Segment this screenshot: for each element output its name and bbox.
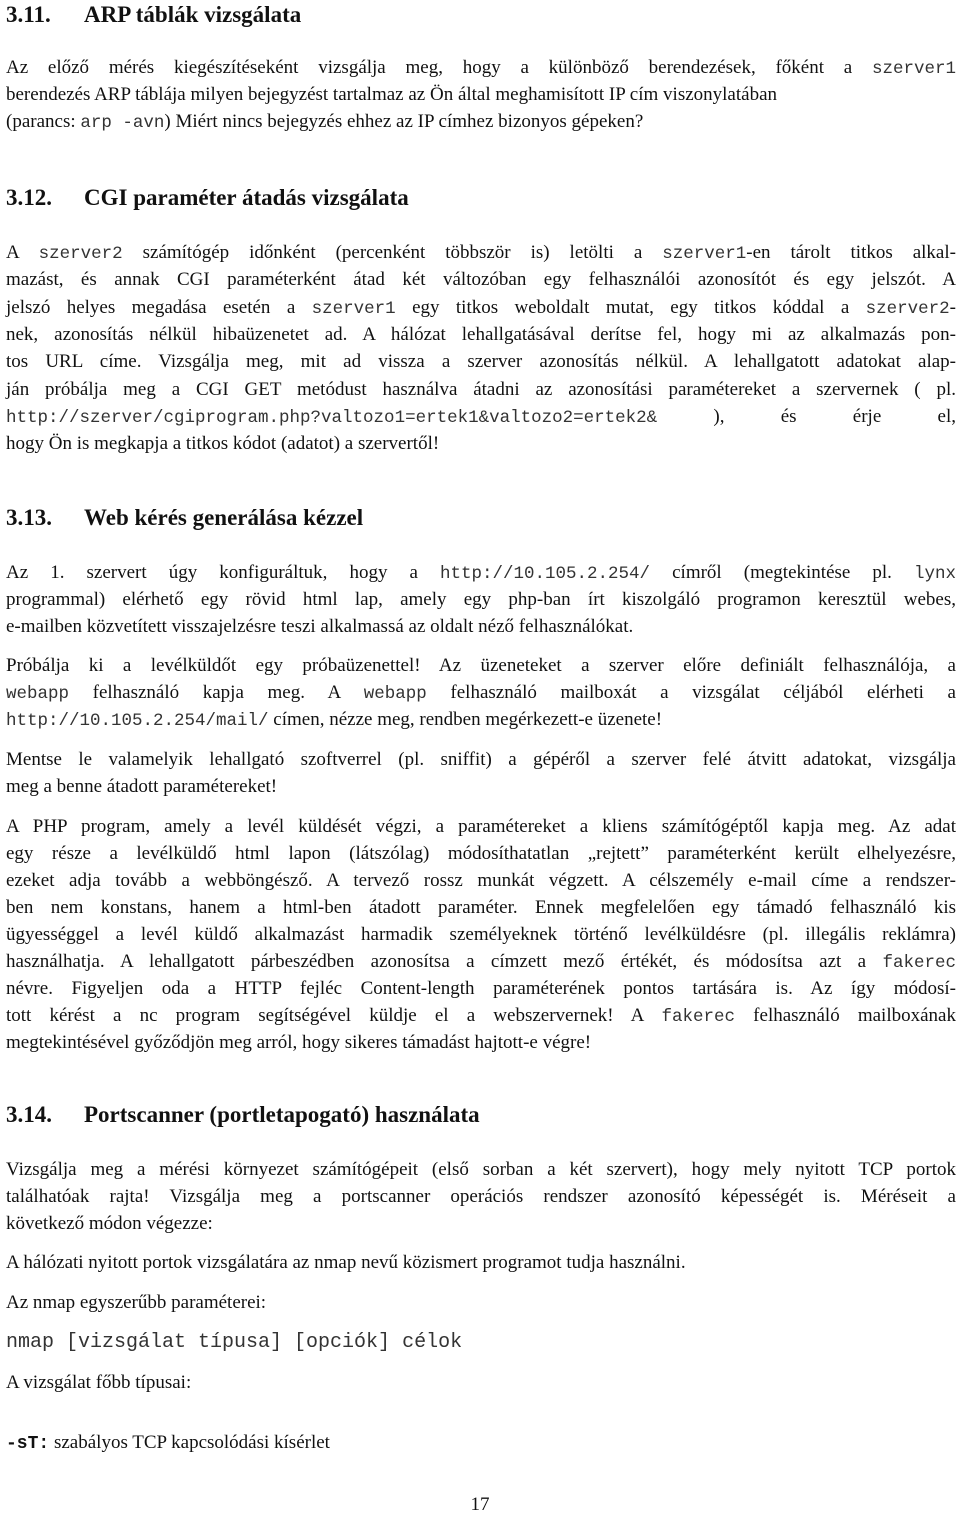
code-literal: szerver1 xyxy=(311,298,396,319)
code-literal: szerver2 xyxy=(38,244,123,264)
section-heading xyxy=(6,183,409,213)
text-line xyxy=(6,868,956,894)
text-line xyxy=(6,1030,591,1056)
text-run: következő módon végezze: xyxy=(6,1213,213,1234)
text-run: ) Miért nincs bejegyzés ehhez az IP címhez bizonyos gépeken? xyxy=(164,111,644,132)
option-description: szabályos TCP kapcsolódási kísérlet xyxy=(49,1432,330,1453)
page-number: 17 xyxy=(470,1494,490,1515)
code-literal: webapp xyxy=(363,684,427,704)
text-run: címről (megtekintése pl. xyxy=(650,562,914,583)
code-literal: http://10.105.2.254/mail/ xyxy=(6,711,269,731)
text-run: ben nem konstans, hanem a html-ben átadott paraméter. Ennek megfelelően egy támadó felhasználó kis xyxy=(6,897,956,918)
text-run: mazást, és annak CGI paraméterként átad két változóban egy felhasználói azonosítót és egy jelszót. A xyxy=(6,269,956,291)
code-literal: http://10.105.2.254/ xyxy=(440,564,651,584)
code-literal: lynx xyxy=(913,564,956,584)
section-heading xyxy=(6,1100,480,1130)
code-literal: szerver1 xyxy=(662,244,747,264)
text-line xyxy=(6,680,956,707)
text-run: A xyxy=(6,242,39,263)
text-run: e-mailben közvetített visszajelzésre teszi alkalmassá az oldalt néző felhasználókat. xyxy=(6,616,634,637)
text-run: Mentse le valamelyik lehallgató szoftverrel (pl. sniffit) a gépéről a szerver felé átvitt adatokat, vizsgálja xyxy=(6,749,956,770)
code-literal: webapp xyxy=(6,684,70,704)
code-literal: http://szerver/cgiprogram.php?valtozo1=ertek1&valtozo2=ertek2& xyxy=(6,407,658,428)
text-run: -en tárolt titkos alkal- xyxy=(746,242,956,263)
text-line xyxy=(6,431,439,457)
text-run: A PHP program, amely a levél küldését végzi, a paramétereket a kliens számítógéptől kapja meg. Az adat xyxy=(6,816,956,837)
text-run: felhasználó mailboxát a vizsgálat céljából elérheti a xyxy=(426,682,956,703)
text-line xyxy=(6,922,956,948)
text-line xyxy=(6,976,956,1002)
text-run: Az 1. szervert úgy konfiguráltuk, hogy a xyxy=(6,562,441,583)
text-line xyxy=(6,841,956,867)
command-syntax: nmap [vizsgálat típusa] [opciók] célok xyxy=(6,1331,463,1354)
code-literal: szerver2 xyxy=(865,298,950,319)
section-heading xyxy=(6,503,363,533)
section-title: CGI paraméter átadás vizsgálata xyxy=(84,185,409,210)
text-line xyxy=(6,1157,956,1183)
text-line xyxy=(6,814,956,840)
option-flag: -sT: xyxy=(6,1434,50,1454)
text-run: berendezés ARP táblája milyen bejegyzést tartalmaz az Ön által meghamisított IP cím viszonylatában xyxy=(6,84,778,105)
text-run: jelszó helyes megadása esetén a xyxy=(6,296,312,318)
text-line xyxy=(6,1184,956,1210)
text-run: egy része a levélküldő html lapon (látszólag) módosíthatatlan „rejtett” paraméterként került elhelyezésre, xyxy=(6,843,956,864)
section-heading xyxy=(6,0,301,30)
text-line xyxy=(6,614,633,640)
text-run: programmal) elérhető egy rövid html lap, amely egy php-ban írt kiszolgáló programon keresztül webes, xyxy=(6,589,956,610)
text-line xyxy=(6,322,956,348)
text-line xyxy=(6,349,956,375)
text-line xyxy=(6,895,956,921)
text-run: Próbálja ki a levélküldőt egy próbaüzenettel! Az üzeneteket a szerver előre definiált felhasználója, a xyxy=(6,655,956,676)
paragraph: Az nmap egyszerűbb paraméterei: xyxy=(6,1292,267,1313)
text-line xyxy=(6,747,956,773)
text-run: Vizsgálja meg a mérési környezet számítógépeit (első sorban a két szervert), hogy mely nyitott TCP portok xyxy=(6,1159,956,1180)
text-run: találhatóak rajta! Vizsgálja meg a portscanner operációs rendszer azonosító képességét is. Méréseit a xyxy=(6,1186,956,1207)
option-item xyxy=(6,1430,330,1457)
section-title: Web kérés generálása kézzel xyxy=(84,505,364,530)
text-line xyxy=(6,587,956,613)
paragraph: A hálózati nyitott portok vizsgálatára az nmap nevű közismert programot tudja használni. xyxy=(6,1252,686,1273)
text-line xyxy=(6,55,956,82)
text-run: használhatja. A lehallgatott párbeszédben azonosítsa a címzett mező értékét, és módosítsa azt a xyxy=(6,951,883,972)
section-number: 3.13. xyxy=(6,505,52,530)
text-run: ján próbálja meg a CGI GET metódust használva átadni az azonosítási paramétereket a szervernek ( pl. xyxy=(6,378,956,400)
text-run: - xyxy=(949,296,956,318)
code-literal: arp -avn xyxy=(80,113,165,133)
section-number: 3.12. xyxy=(6,185,52,210)
text-line xyxy=(6,653,956,679)
text-line xyxy=(6,774,277,800)
text-run: nek, azonosítás nélkül hibaüzenetet ad. A hálózat lehallgatásával derítse fel, hogy mi az alkalmazás pon- xyxy=(6,323,956,345)
text-run: egy titkos weboldalt mutat, egy titkos kóddal a xyxy=(395,296,866,318)
text-run: felhasználó mailboxának xyxy=(735,1005,956,1026)
text-line xyxy=(6,1003,956,1030)
paragraph: A vizsgálat főbb típusai: xyxy=(6,1372,192,1393)
text-run: ezeket adja tovább a webböngésző. A tervező rossz munkát végzett. A célszemély e-mail címe a rendszer- xyxy=(6,870,956,891)
text-line xyxy=(6,267,956,293)
text-run: felhasználó kapja meg. A xyxy=(69,682,364,703)
text-run: meg a benne átadott paramétereket! xyxy=(6,776,278,797)
section-number: 3.14. xyxy=(6,1102,52,1127)
text-line xyxy=(6,404,956,431)
text-run: megtekintésével győződjön meg arról, hogy sikeres támadást hajtott-e végre! xyxy=(6,1032,592,1053)
text-line xyxy=(6,109,643,136)
section-title: ARP táblák vizsgálata xyxy=(84,2,302,27)
text-run: ), és érje el, xyxy=(657,405,956,427)
text-line xyxy=(6,707,662,734)
text-run: Az előző mérés kiegészítéseként vizsgálja meg, hogy a különböző berendezések, főként a xyxy=(6,57,872,78)
text-line xyxy=(6,295,956,322)
text-line xyxy=(6,949,956,976)
code-literal: szerver1 xyxy=(871,59,956,79)
text-run: (parancs: xyxy=(6,111,81,132)
text-run: tott kérést a nc program segítségével küldje el a webszervernek! A xyxy=(6,1005,662,1026)
code-literal: fakerec xyxy=(882,953,956,973)
text-run: címen, nézze meg, rendben megérkezett-e üzenete! xyxy=(268,709,663,730)
text-run: számítógép időnként (percenként többször is) letölti a xyxy=(122,242,663,263)
code-literal: fakerec xyxy=(661,1007,736,1027)
text-line xyxy=(6,82,777,108)
text-run: ügyességgel a levél küldő alkalmazást harmadik személyeknek történő levélküldésre (pl. illegális reklámra) xyxy=(6,924,956,945)
text-run: hogy Ön is megkapja a titkos kódot (adatot) a szervertől! xyxy=(6,433,440,455)
text-run: tos URL címe. Vizsgálja meg, mit ad vissza a szerver azonosítás nélkül. A lehallgatott adatokat alap- xyxy=(6,351,956,373)
text-run: névre. Figyeljen oda a HTTP fejléc Content-length paraméterének pontos tartására is. Az így módosí- xyxy=(6,978,956,999)
section-number: 3.11. xyxy=(6,2,51,27)
text-line xyxy=(6,377,956,403)
text-line xyxy=(6,560,956,587)
text-line xyxy=(6,240,956,267)
text-line xyxy=(6,1211,213,1237)
section-title: Portscanner (portletapogató) használata xyxy=(84,1102,480,1127)
